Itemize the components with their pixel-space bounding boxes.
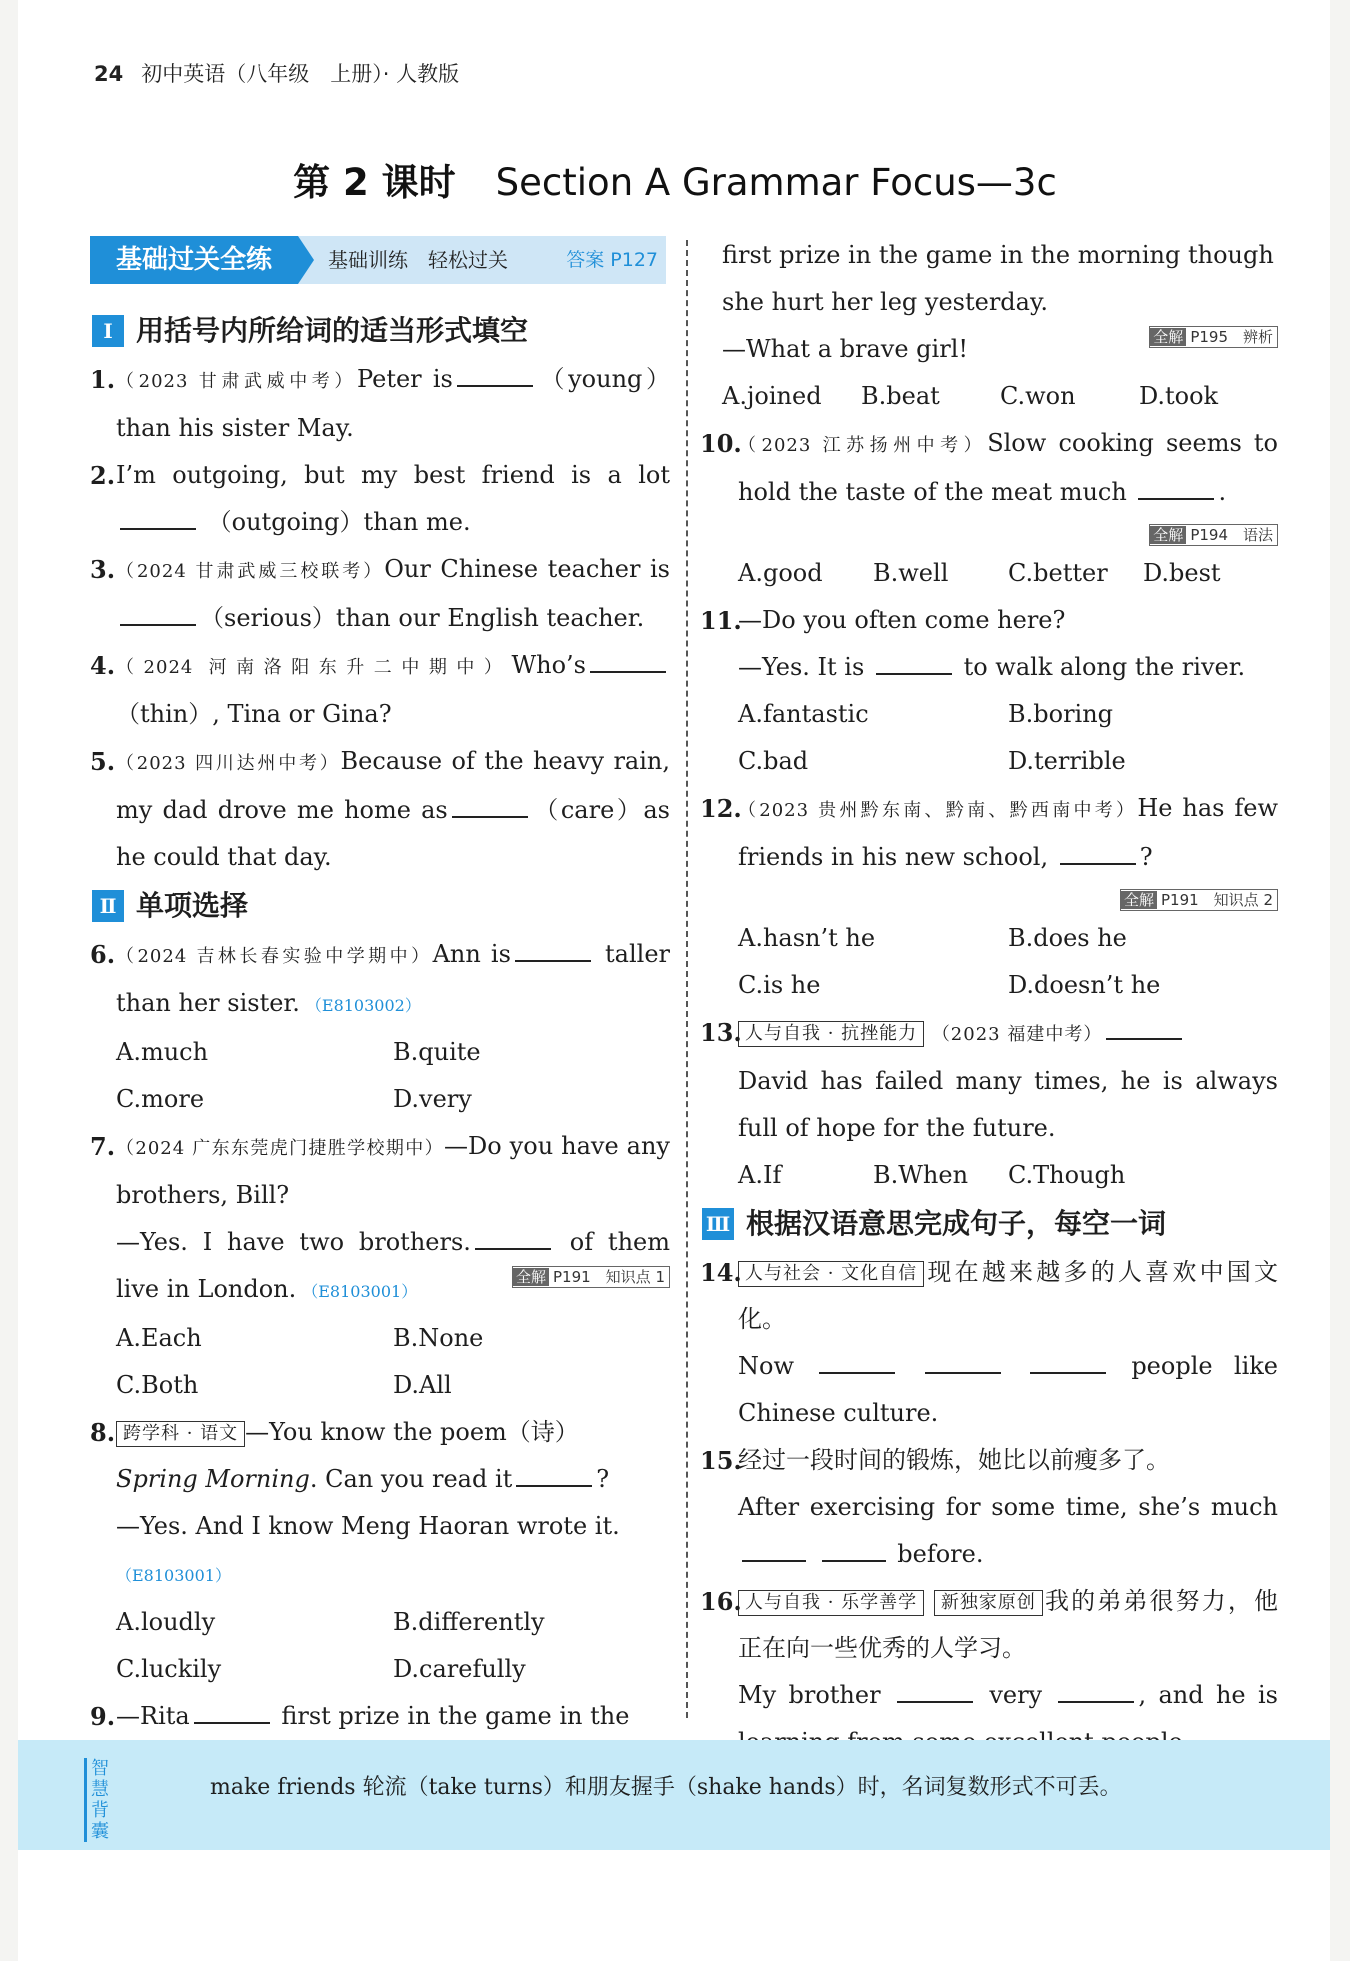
answer-page-link[interactable]: 答案 P127 xyxy=(566,249,658,271)
banner-tag: 基础过关全练 xyxy=(90,236,298,284)
option[interactable]: D.took xyxy=(1139,382,1219,410)
option[interactable]: C.bad xyxy=(738,747,809,775)
right-column xyxy=(700,232,1278,1766)
option[interactable]: B.boring xyxy=(1008,700,1114,728)
answer-blank[interactable] xyxy=(120,600,196,626)
question-2: 2. I’m outgoing, but my best friend is a lot （outgoing）than me. xyxy=(90,461,670,536)
option[interactable]: B.quite xyxy=(393,1038,481,1066)
exercise-code: （E8103002） xyxy=(305,996,421,1015)
option[interactable]: B.well xyxy=(873,559,949,587)
topic-tag: 人与社会 · 文化自信 xyxy=(738,1261,924,1287)
answer-blank[interactable] xyxy=(742,1536,806,1562)
options-6 xyxy=(90,1029,670,1123)
lesson-title xyxy=(0,152,1350,206)
reference-row xyxy=(700,516,1278,550)
option[interactable]: A.loudly xyxy=(116,1608,216,1636)
practice-banner xyxy=(90,236,666,284)
options-10 xyxy=(700,550,1278,597)
options-9 xyxy=(700,373,1278,420)
section-heading-1: Ⅰ 用括号内所给词的适当形式填空 xyxy=(90,306,670,356)
section-heading-2: Ⅱ 单项选择 xyxy=(90,881,670,931)
answer-blank[interactable] xyxy=(1060,839,1136,865)
option[interactable]: A.If xyxy=(738,1161,782,1189)
answer-blank[interactable] xyxy=(1138,474,1214,500)
answer-blank[interactable] xyxy=(897,1677,973,1703)
option[interactable]: D.doesn’t he xyxy=(1008,971,1161,999)
exercise-code: （E8103001） xyxy=(116,1566,231,1585)
tip-label: 智慧背囊 xyxy=(84,1758,113,1842)
answer-blank[interactable] xyxy=(822,1536,886,1562)
question-15: 15. 经过一段时间的锻炼，她比以前瘦多了。 After exercising for some time, she’s much before. xyxy=(700,1446,1278,1568)
lesson-name: Section A Grammar Focus—3c xyxy=(495,161,1057,204)
question-9-reply: —What a brave girl! 全解 P195 辨析 xyxy=(700,326,1278,373)
question-9-continued: first prize in the game in the xyxy=(281,1702,630,1730)
book-title: 初中英语（八年级 上册）· 人教版 xyxy=(141,62,460,86)
answer-blank[interactable] xyxy=(876,649,952,675)
tip-text: make friends 轮流（take turns）和朋友握手（shake hands）时，名词复数形式不可丢。 xyxy=(210,1775,1122,1800)
answer-blank[interactable] xyxy=(1058,1677,1134,1703)
answer-blank[interactable] xyxy=(1106,1014,1182,1040)
option[interactable]: B.differently xyxy=(393,1608,545,1636)
option[interactable]: C.Both xyxy=(116,1371,199,1399)
reference-badge[interactable]: 全解 P191 知识点 1 xyxy=(512,1266,670,1288)
answer-blank[interactable] xyxy=(475,1224,551,1250)
topic-tag: 人与自我 · 抗挫能力 xyxy=(738,1021,924,1047)
question-1: 1. （2023 甘肃武威中考）Peter is （young） than his sister May. xyxy=(90,356,670,452)
option[interactable]: D.carefully xyxy=(393,1655,526,1683)
option[interactable]: A.hasn’t he xyxy=(738,924,876,952)
answer-blank[interactable] xyxy=(819,1348,895,1374)
section-number: Ⅰ xyxy=(92,315,124,347)
option[interactable]: B.does he xyxy=(1008,924,1127,952)
options-12 xyxy=(700,915,1278,1009)
option[interactable]: C.is he xyxy=(738,971,821,999)
answer-blank[interactable] xyxy=(452,792,528,818)
answer-blank[interactable] xyxy=(194,1698,270,1724)
options-8 xyxy=(90,1599,670,1693)
option[interactable]: A.Each xyxy=(116,1324,202,1352)
option[interactable]: B.beat xyxy=(861,382,940,410)
answer-blank[interactable] xyxy=(457,361,533,387)
option[interactable]: D.very xyxy=(393,1085,472,1113)
question-6: 6. （2024 吉林长春实验中学期中）Ann is taller than her sister. （E8103002） xyxy=(90,931,670,1029)
option[interactable]: C.better xyxy=(1008,559,1108,587)
option[interactable]: A.joined xyxy=(722,382,822,410)
option[interactable]: C.luckily xyxy=(116,1655,222,1683)
question-14: 14. 人与社会 · 文化自信 现在越来越多的人喜欢中国文化。 Now people like Chinese culture. xyxy=(700,1258,1278,1427)
options-11 xyxy=(700,691,1278,785)
option[interactable]: D.terrible xyxy=(1008,747,1126,775)
options-7 xyxy=(90,1315,670,1409)
reference-badge[interactable]: 全解 P195 辨析 xyxy=(1149,326,1278,348)
answer-blank[interactable] xyxy=(1030,1348,1106,1374)
section-number: Ⅱ xyxy=(92,890,124,922)
option[interactable]: A.much xyxy=(116,1038,209,1066)
tip-footer xyxy=(18,1740,1330,1850)
running-header xyxy=(94,58,459,88)
question-10: 10. （2023 江苏扬州中考）Slow cooking seems to hold the taste of the meat much . xyxy=(700,429,1279,506)
question-7: 7. （2024 广东东莞虎门捷胜学校期中）—Do you have any brothers, Bill? —Yes. I have two brothers. of them live in London. （E8103001） 全解 P191 知识点 1 xyxy=(90,1132,670,1303)
page-number: 24 xyxy=(94,62,124,86)
left-column xyxy=(90,306,670,1740)
option[interactable]: C.more xyxy=(116,1085,205,1113)
option[interactable]: D.best xyxy=(1143,559,1221,587)
option[interactable]: A.fantastic xyxy=(738,700,869,728)
option[interactable]: C.Though xyxy=(1008,1161,1126,1189)
option[interactable]: D.All xyxy=(393,1371,452,1399)
exercise-code: （E8103001） xyxy=(302,1282,418,1301)
question-4: 4. （2024 河南洛阳东升二中期中）Who’s （thin）, Tina or Gina? xyxy=(90,642,670,738)
question-9: 9. —Rita first prize in the game in the xyxy=(90,1693,670,1740)
answer-blank[interactable] xyxy=(590,647,666,673)
question-12: 12. （2023 贵州黔东南、黔南、黔西南中考）He has few friends in his new school, ? xyxy=(700,794,1278,871)
question-11: 11. —Do you often come here? —Yes. It is to walk along the river. xyxy=(700,606,1246,681)
option[interactable]: B.When xyxy=(873,1161,969,1189)
question-8: 8. 跨学科 · 语文 —You know the poem（诗） Spring Morning. Can you read it ? —Yes. And I know Meng Haoran wrote it. （E8103001） xyxy=(90,1418,620,1585)
column-divider xyxy=(686,240,688,1718)
answer-blank[interactable] xyxy=(515,936,591,962)
topic-tag: 人与自我 · 乐学善学 xyxy=(738,1590,924,1616)
section-heading-3: Ⅲ 根据汉语意思完成句子，每空一词 xyxy=(700,1199,1278,1249)
reference-badge[interactable]: 全解 P191 知识点 2 xyxy=(1120,889,1278,911)
banner-arrow-icon xyxy=(298,236,314,284)
original-tag: 新独家原创 xyxy=(934,1590,1043,1616)
option[interactable]: A.good xyxy=(738,559,823,587)
answer-blank[interactable] xyxy=(516,1461,592,1487)
option[interactable]: B.None xyxy=(393,1324,484,1352)
question-9-text: first prize in the game in the morning though she hurt her leg yesterday. xyxy=(722,241,1274,316)
topic-tag: 跨学科 · 语文 xyxy=(116,1421,245,1447)
question-13: 13. 人与自我 · 抗挫能力 （2023 福建中考） David has failed many times, he is always full of hope for the future. xyxy=(700,1009,1278,1152)
banner-subtitle: 基础训练 轻松过关 xyxy=(328,248,508,272)
answer-blank[interactable] xyxy=(120,504,196,530)
answer-blank[interactable] xyxy=(925,1348,1001,1374)
question-3: 3. （2024 甘肃武威三校联考）Our Chinese teacher is （serious）than our English teacher. xyxy=(90,555,671,632)
question-5: 5. （2023 四川达州中考）Because of the heavy rain, my dad drove me home as （care）as he could that day. xyxy=(90,747,670,871)
reference-badge[interactable]: 全解 P194 语法 xyxy=(1149,524,1278,546)
section-number: Ⅲ xyxy=(702,1208,734,1240)
question-16: 16. 人与自我 · 乐学善学 新独家原创 我的弟弟很努力，他正在向一些优秀的人学习。 My brother very , and he is xyxy=(700,1587,1278,1709)
reference-row xyxy=(700,881,1278,915)
options-13 xyxy=(700,1152,1278,1199)
option[interactable]: C.won xyxy=(1000,382,1076,410)
lesson-number: 第 2 课时 xyxy=(293,161,456,204)
